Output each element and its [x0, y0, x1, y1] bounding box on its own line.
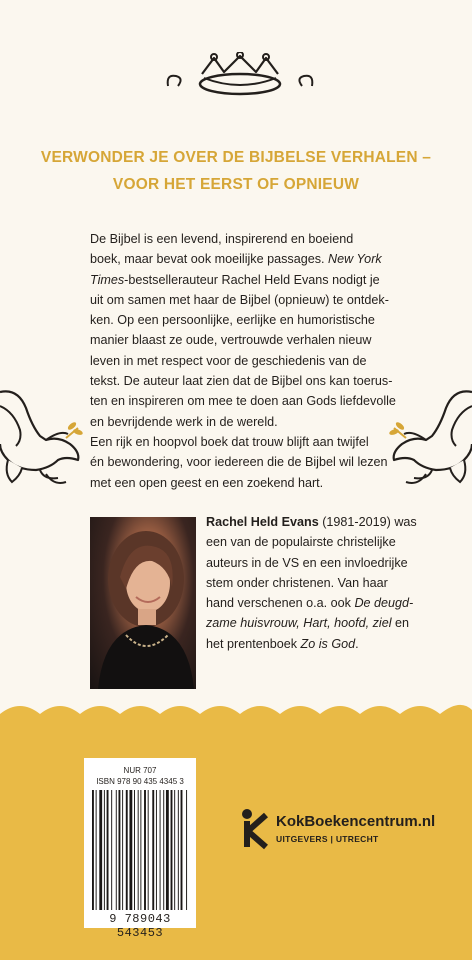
blurb-line: tekst. De auteur laat zien dat de Bijbel ons kan toerus- — [90, 374, 393, 389]
blurb-line: ten en inspireren om mee te doen aan Gods liefdevolle — [90, 394, 396, 409]
bio-line: hand verschenen o.a. ook De deugd- — [206, 596, 414, 611]
barcode-bar — [148, 790, 149, 910]
blurb-line: ken. Op een persoonlijke, eerlijke en humoristische — [90, 313, 375, 328]
author-bio — [206, 512, 417, 654]
author-photo — [90, 517, 196, 689]
barcode-bar — [144, 790, 146, 910]
blurb-line: met een open geest en een zoekend hart. — [90, 475, 324, 490]
isbn-code: ISBN 978 90 435 4345 3 — [96, 777, 184, 786]
publisher-name: KokBoekencentrum.nl — [276, 813, 436, 830]
blurb — [90, 229, 396, 493]
barcode-bar — [156, 790, 157, 910]
barcode-bar — [186, 790, 187, 910]
dove-left-icon — [0, 378, 90, 488]
barcode-bar — [160, 790, 161, 910]
tagline-line: VOOR HET EERST OF OPNIEUW — [112, 176, 360, 193]
tagline-line: VERWONDER JE OVER DE BIJBELSE VERHALEN – — [40, 149, 432, 166]
barcode-bar — [166, 790, 169, 910]
barcode-bar — [129, 790, 132, 910]
blurb-line: manier blaast ze oude, vertrouwde verhalen nieuw — [90, 333, 372, 348]
publisher-mark-icon — [240, 807, 272, 851]
barcode-bar — [104, 790, 105, 910]
barcode-bar — [96, 790, 97, 910]
crown-icon — [160, 52, 320, 102]
bio-line: het prentenboek Zo is God. — [206, 636, 359, 651]
barcode-bars — [92, 790, 188, 910]
barcode-bar — [181, 790, 183, 910]
bio-line: stem onder christenen. Van haar — [206, 575, 388, 590]
barcode-bar — [138, 790, 139, 910]
barcode-bar — [171, 790, 173, 910]
barcode-digits: 9 789043 543453 — [109, 912, 171, 940]
bio-line: Rachel Held Evans (1981-2019) was — [206, 515, 417, 529]
bio-line: zame huisvrouw, Hart, hoofd, ziel en — [206, 616, 410, 631]
blurb-line: leven in met respect voor de geschiedenis van de — [90, 353, 367, 368]
barcode-bar — [140, 790, 141, 910]
blurb-line: Een rijk en hoopvol boek dat trouw blijft aan twijfel — [90, 434, 369, 449]
bottom-band — [0, 724, 472, 960]
bio-line: auteurs in de VS en een invloedrijke — [206, 555, 408, 570]
barcode-bar — [152, 790, 154, 910]
author-portrait-icon — [90, 517, 196, 689]
barcode-bar — [111, 790, 112, 910]
blurb-line: boek, maar bevat ook moeilijke passages. New York — [90, 252, 382, 267]
blurb-line: Times-bestsellerauteur Rachel Held Evans nodigt je — [90, 272, 380, 287]
blurb-line: uit om samen met haar de Bijbel (opnieuw) te ontdek- — [90, 292, 389, 307]
barcode-bar — [107, 790, 109, 910]
blurb-line: én bewondering, voor iedereen die de Bijbel wil lezen — [90, 455, 388, 470]
bio-line: een van de populairste christelijke — [206, 535, 396, 550]
barcode-bar — [163, 790, 164, 910]
dove-right-icon — [382, 378, 472, 488]
barcode-bar — [174, 790, 175, 910]
barcode-bar — [116, 790, 117, 910]
barcode-bar — [178, 790, 179, 910]
nur-code: NUR 707 — [123, 766, 157, 775]
tagline-heading — [0, 144, 472, 198]
publisher-location: UITGEVERS | UTRECHT — [276, 834, 379, 844]
barcode-bar — [92, 790, 94, 910]
barcode-bar — [99, 790, 102, 910]
barcode-bar — [122, 790, 123, 910]
blurb-line: De Bijbel is een levend, inspirerend en boeiend — [90, 232, 354, 246]
barcode-bar — [126, 790, 128, 910]
barcode-bar — [119, 790, 121, 910]
barcode-bar — [134, 790, 135, 910]
blurb-line: en bevrijdende werk in de wereld. — [90, 414, 278, 429]
barcode — [84, 758, 196, 940]
